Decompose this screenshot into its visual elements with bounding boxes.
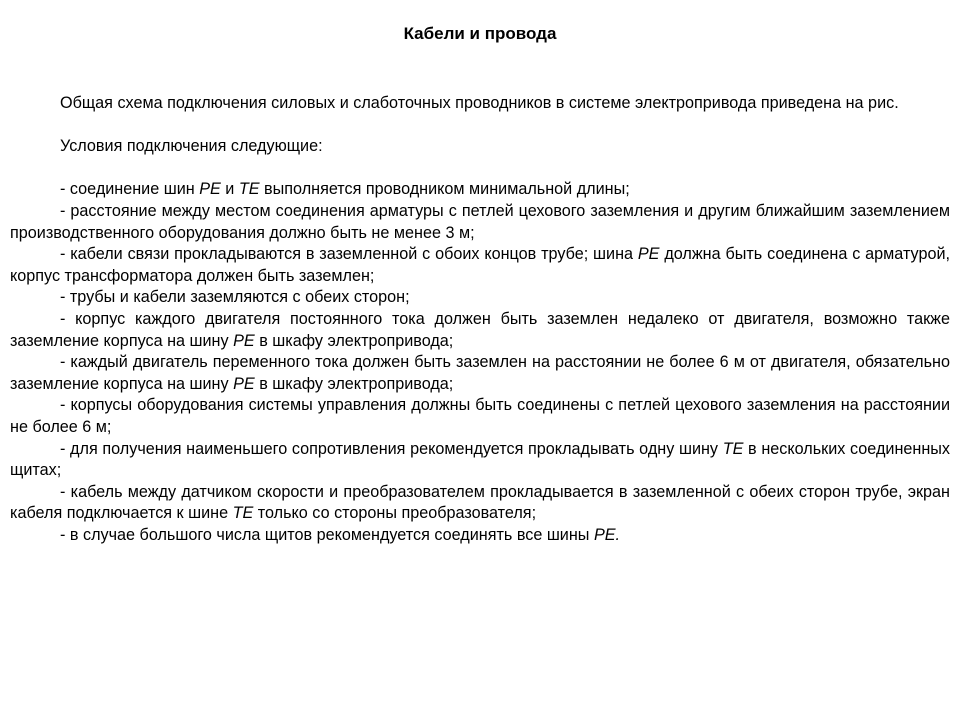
condition-item <box>10 352 950 395</box>
document-body <box>10 93 950 546</box>
condition-item <box>10 179 950 201</box>
intro-paragraph: Общая схема подключения силовых и слаботочных проводников в системе электропривода приведена на рис. <box>60 94 899 112</box>
bus-name-term: TE <box>238 180 260 199</box>
condition-item <box>10 287 950 309</box>
condition-text: в нескольких соединенных щитах; <box>10 439 950 480</box>
condition-text: - соединение шин <box>60 180 200 199</box>
bus-name-term: PE. <box>593 525 621 544</box>
condition-text: должна быть соединена с арматурой, корпус трансформатора должен быть заземлен; <box>10 245 950 285</box>
condition-text: только со стороны преобразователя; <box>253 504 537 523</box>
bus-name-term: PE <box>199 180 221 199</box>
condition-item <box>10 244 950 287</box>
condition-text: - кабель между датчиком скорости и преобразователем прокладывается в заземленной с обеих сторон трубе, экран кабеля подключается к шине <box>10 482 950 523</box>
bus-name-term: PE <box>233 374 255 393</box>
condition-text: - каждый двигатель переменного тока должен быть заземлен на расстоянии не более 6 м от двигателя, обязательно заземление корпуса на шину <box>10 353 950 393</box>
condition-item <box>10 395 950 438</box>
conditions-list <box>10 179 950 546</box>
condition-item <box>10 439 950 482</box>
conditions-heading: Условия подключения следующие: <box>60 137 323 156</box>
condition-item <box>10 525 950 547</box>
bus-name-term: TE <box>232 504 254 523</box>
condition-text: выполняется проводником минимальной длины; <box>259 180 630 199</box>
condition-text: в шкафу электропривода; <box>254 374 454 393</box>
page-title: Кабели и провода <box>403 24 557 43</box>
condition-item <box>10 482 950 525</box>
condition-text: - корпусы оборудования системы управления должны быть соединены с петлей цехового заземления на расстоянии не более 6 м; <box>10 396 950 436</box>
condition-text: - трубы и кабели заземляются с обеих сторон; <box>60 288 410 307</box>
condition-text: - корпус каждого двигателя постоянного тока должен быть заземлен недалеко от двигателя, возможно также заземление корпуса на шину <box>10 309 950 350</box>
condition-text: в шкафу электропривода; <box>254 331 454 350</box>
bus-name-term: TE <box>722 439 744 458</box>
condition-text: - кабели связи прокладываются в заземленной с обоих концов трубе; шина <box>60 245 638 264</box>
condition-item <box>10 201 950 244</box>
bus-name-term: PE <box>637 245 660 264</box>
condition-text: - расстояние между местом соединения арматуры с петлей цехового заземления и другим ближайшим заземлением производственного оборудования должно быть не менее 3 м; <box>10 201 950 242</box>
condition-item <box>10 309 950 352</box>
condition-text: - в случае большого числа щитов рекомендуется соединять все шины <box>60 525 594 544</box>
bus-name-term: PE <box>233 331 255 350</box>
condition-text: - для получения наименьшего сопротивления рекомендуется прокладывать одну шину <box>60 439 723 458</box>
condition-text: и <box>220 180 239 199</box>
